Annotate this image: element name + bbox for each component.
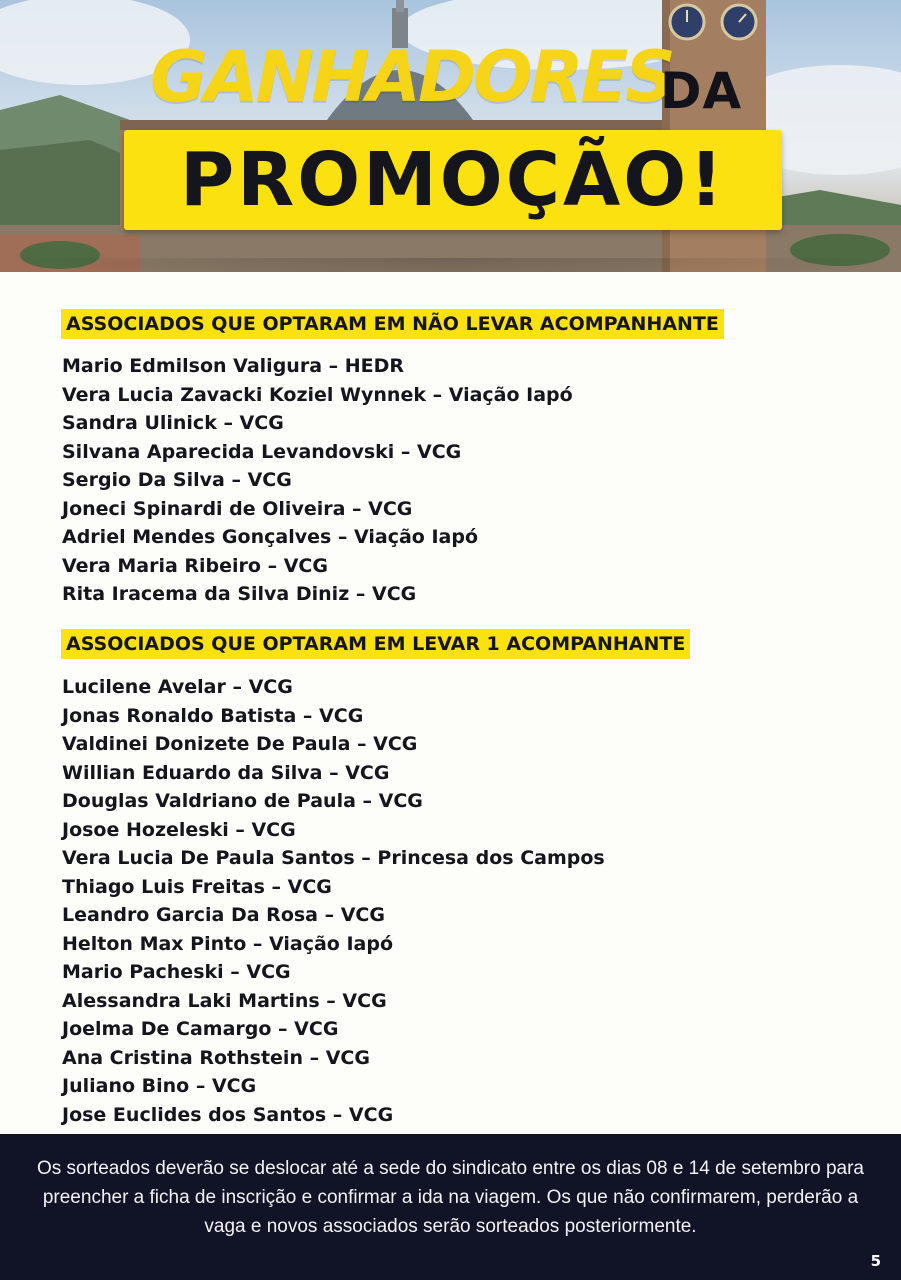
- winner-item: Sergio Da Silva – VCG: [62, 469, 292, 491]
- winner-item: Mario Pacheski – VCG: [62, 961, 291, 983]
- winner-item: Valdinei Donizete De Paula – VCG: [62, 733, 418, 755]
- winner-item: Jonas Ronaldo Batista – VCG: [62, 704, 364, 727]
- title-promocao: PROMOÇÃO!: [180, 137, 726, 223]
- winner-item: Joneci Spinardi de Oliveira – VCG: [62, 497, 413, 520]
- section-heading-com-acompanhante: ASSOCIADOS QUE OPTARAM EM LEVAR 1 ACOMPANHANTE: [61, 629, 690, 659]
- title-ganhadores: GANHADORES: [150, 36, 673, 118]
- winner-item: Willian Eduardo da Silva – VCG: [62, 761, 390, 784]
- winner-item: Alessandra Laki Martins – VCG: [62, 989, 387, 1012]
- title-da: DA: [660, 62, 743, 120]
- page-number: 5: [870, 1252, 881, 1270]
- winner-item: Juliano Bino – VCG: [62, 1075, 257, 1097]
- winner-item: Adriel Mendes Gonçalves – Viação Iapó: [62, 526, 479, 548]
- winner-item: Rita Iracema da Silva Diniz – VCG: [62, 583, 417, 605]
- footer-notice-bar: [0, 1134, 901, 1280]
- winner-item: Sandra Ulinick – VCG: [62, 412, 284, 434]
- winner-item: Ana Cristina Rothstein – VCG: [62, 1046, 370, 1069]
- header-banner: [0, 0, 901, 272]
- winners-list-com-acompanhante: [62, 673, 605, 1129]
- banner-shadow: [0, 258, 901, 272]
- winner-item: Thiago Luis Freitas – VCG: [62, 875, 332, 898]
- winner-item: Joelma De Camargo – VCG: [62, 1018, 339, 1040]
- title-banner-box: [124, 130, 782, 230]
- winner-item: Vera Lucia De Paula Santos – Princesa dos Campos: [62, 847, 605, 869]
- winner-item: Josoe Hozeleski – VCG: [62, 818, 296, 841]
- winner-item: Douglas Valdriano de Paula – VCG: [62, 790, 423, 812]
- winner-item: Lucilene Avelar – VCG: [62, 676, 293, 698]
- winner-item: Mario Edmilson Valigura – HEDR: [62, 355, 405, 377]
- winner-item: Silvana Aparecida Levandovski – VCG: [62, 440, 462, 463]
- footer-notice-text: Os sorteados deverão se deslocar até a sede do sindicato entre os dias 08 e 14 de setembro para preencher a ficha de inscrição e confirmar a ida na viagem. Os que não confirmarem, perderão a vaga e novos associados serão sorteados posteriormente.: [36, 1158, 864, 1237]
- winners-list-sem-acompanhante: [62, 352, 573, 609]
- winner-item: Vera Lucia Zavacki Koziel Wynnek – Viação Iapó: [62, 383, 573, 406]
- section-heading-sem-acompanhante: ASSOCIADOS QUE OPTARAM EM NÃO LEVAR ACOMPANHANTE: [61, 309, 724, 339]
- winner-item: Helton Max Pinto – Viação Iapó: [62, 932, 394, 955]
- winner-item: Jose Euclides dos Santos – VCG: [62, 1103, 394, 1126]
- winner-item: Leandro Garcia Da Rosa – VCG: [62, 904, 385, 926]
- winner-item: Vera Maria Ribeiro – VCG: [62, 554, 328, 577]
